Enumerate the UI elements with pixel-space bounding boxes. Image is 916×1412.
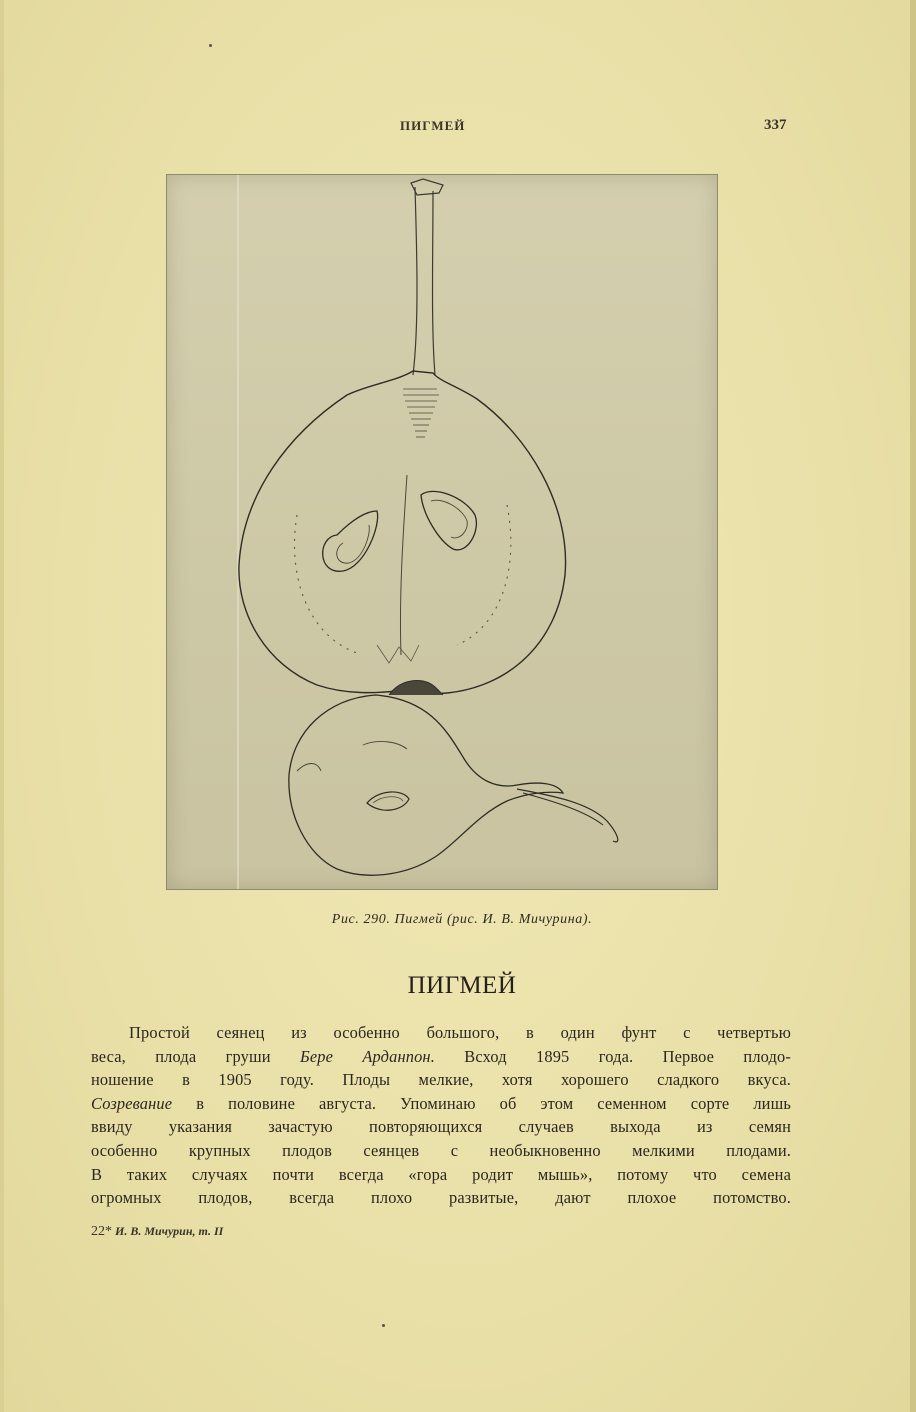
pear-cross-section-icon (167, 175, 717, 889)
article-body (91, 1021, 791, 1210)
signature-number: 22* (91, 1224, 112, 1239)
section-title: ПИГМЕЙ (407, 972, 517, 999)
paper-speck (382, 1324, 385, 1327)
text-line: огромных плодов, всегда плохо развитые, дают плохое потомство. (91, 1188, 791, 1208)
text-line: Простой сеянец из особенно большого, в один фунт с четвертью (129, 1023, 791, 1042)
text-line: В таких случаях почти всегда «гора родит мышь», потому что семена (91, 1164, 791, 1184)
signature-text: И. В. Мичурин, т. II (115, 1224, 224, 1238)
signature-mark (91, 1224, 223, 1240)
paper-speck (209, 44, 212, 47)
text-line: веса, плода груши Бере Арданпон. Всход 1895 года. Первое плодо- (91, 1046, 791, 1066)
text-line: особенно крупных плодов сеянцев с необыкновенно мелкими плодами. (91, 1140, 791, 1160)
figure-caption: Рис. 290. Пигмей (рис. И. В. Мичурина). (331, 912, 593, 927)
page-number: 337 (764, 117, 787, 133)
text-line: ношение в 1905 году. Плоды мелкие, хотя хорошего сладкого вкуса. (91, 1070, 791, 1090)
figure-plate (166, 174, 718, 890)
running-head: ПИГМЕЙ (400, 118, 466, 133)
text-line: ввиду указания зачастую повторяющихся случаев выхода из семян (91, 1117, 791, 1137)
text-line: Созревание в половине августа. Упоминаю об этом семенном сорте лишь (91, 1093, 791, 1113)
